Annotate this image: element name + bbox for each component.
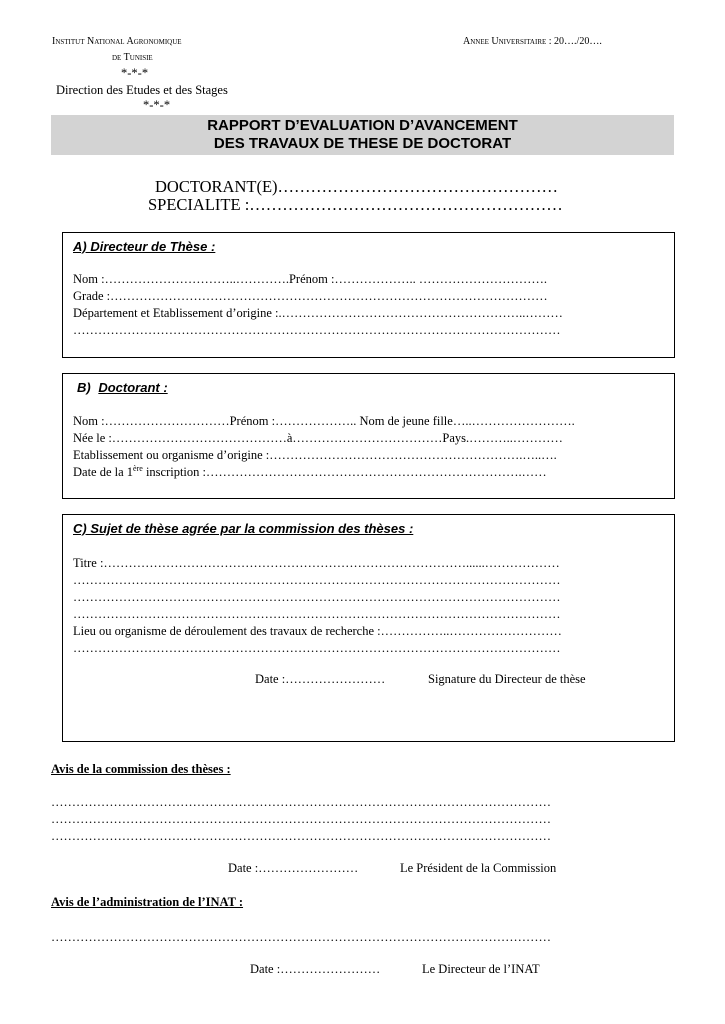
thesis-title-line2[interactable]: ……………………………………………………………………………………………………… — [73, 573, 561, 587]
report-title-line1: RAPPORT D’EVALUATION D’AVANCEMENT — [207, 117, 518, 134]
thesis-title-field[interactable]: Titre :……………………………………………………………………………......……………… — [73, 556, 560, 570]
header-separator-1: *-*-* — [121, 66, 149, 80]
administration-date-field[interactable]: Date :…………………… — [250, 962, 381, 976]
first-inscription-field[interactable] — [73, 465, 547, 480]
administration-signature-label: Le Directeur de l’INAT — [422, 962, 540, 976]
report-title-line2: DES TRAVAUX DE THESE DE DOCTORAT — [213, 135, 512, 152]
student-origin-field[interactable]: Etablissement ou organisme d’origine :…………………………………………………….…..…. — [73, 448, 557, 462]
academic-year: Annee Universitaire : 20…./20…. — [463, 36, 602, 47]
director-extra-line[interactable]: ……………………………………………………………………………………………………… — [73, 323, 561, 337]
institute-name-line2: de Tunisie — [112, 52, 153, 63]
title-banner — [51, 115, 674, 155]
commission-date-field[interactable]: Date :…………………… — [228, 861, 359, 875]
doctorant-field[interactable]: DOCTORANT(E)…………………………………………… — [155, 177, 559, 196]
thesis-title-line3[interactable]: ……………………………………………………………………………………………………… — [73, 590, 561, 604]
administration-title: Avis de l’administration de l’INAT : — [51, 895, 244, 909]
section-a-title: A) Directeur de Thèse : — [73, 239, 216, 254]
section-b-title: Doctorant : — [98, 380, 168, 395]
section-c-box — [62, 514, 675, 742]
research-place-line2[interactable]: ……………………………………………………………………………………………………… — [73, 641, 561, 655]
administration-line-1[interactable]: ………………………………………………………………………………………………………… — [51, 930, 551, 944]
header-separator-2: *-*-* — [143, 98, 171, 112]
commission-line-3[interactable]: ………………………………………………………………………………………………………… — [51, 829, 551, 843]
thesis-title-line4[interactable]: ……………………………………………………………………………………………………… — [73, 607, 561, 621]
first-inscription-superscript: ère — [133, 463, 143, 473]
commission-line-2[interactable]: ………………………………………………………………………………………………………… — [51, 812, 551, 826]
section-b-title-wrap — [77, 380, 168, 395]
section-b-prefix: B) — [77, 380, 91, 395]
commission-title: Avis de la commission des thèses : — [51, 762, 231, 776]
commission-line-1[interactable]: ………………………………………………………………………………………………………… — [51, 795, 551, 809]
student-name-field[interactable]: Nom :…………………………Prénom :……………….. Nom de jeune fille…..……………………. — [73, 414, 575, 428]
student-birth-field[interactable]: Née le :……………………………………à………………………………Pays.………..………… — [73, 431, 563, 445]
direction-name: Direction des Etudes et des Stages — [56, 83, 228, 97]
institute-name-line1: Institut National Agronomique — [52, 36, 182, 47]
section-c-date-field[interactable]: Date :…………………… — [255, 672, 386, 686]
director-name-field[interactable]: Nom :…………………………..………….Prénom :……………….. …………………………. — [73, 272, 547, 286]
section-c-signature-label: Signature du Directeur de thèse — [428, 672, 586, 686]
section-b-box — [62, 373, 675, 499]
specialite-field[interactable]: SPECIALITE :………………………………………………… — [148, 195, 563, 214]
first-inscription-prefix: Date de la 1 — [73, 465, 134, 479]
research-place-field[interactable]: Lieu ou organisme de déroulement des travaux de recherche :……………..……………………… — [73, 624, 562, 638]
section-c-title: C) Sujet de thèse agrée par la commission des thèses : — [73, 521, 414, 536]
director-department-field[interactable]: Département et Etablissement d’origine :.…………………………………………………..……… — [73, 306, 563, 320]
section-a-box — [62, 232, 675, 358]
director-grade-field[interactable]: Grade :…………………………………………………………………………………………… — [73, 289, 548, 303]
commission-signature-label: Le Président de la Commission — [400, 861, 557, 875]
first-inscription-suffix: inscription :………………………………………………………………….…… — [142, 465, 547, 479]
